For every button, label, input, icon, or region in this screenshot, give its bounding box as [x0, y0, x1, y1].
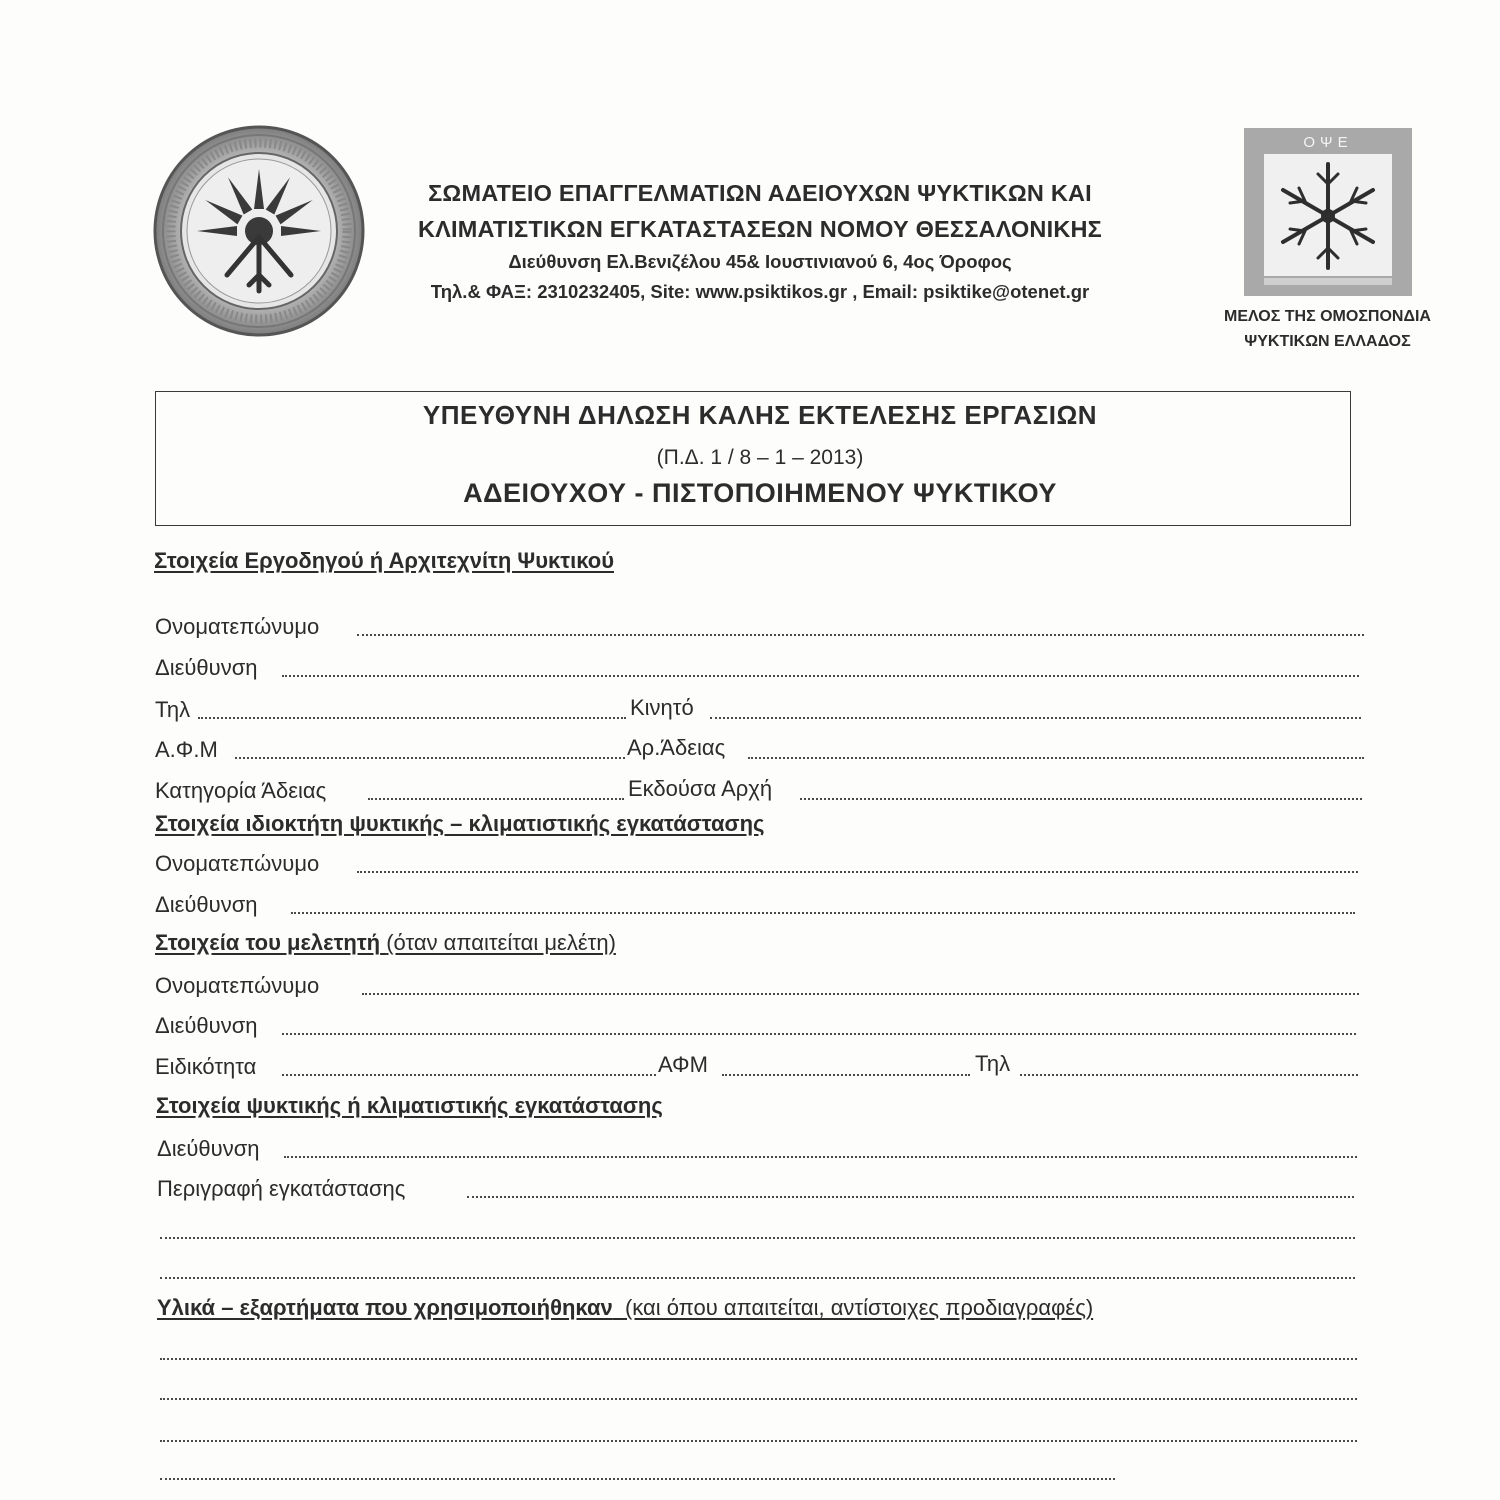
engineer-phone-label: Τηλ	[975, 1051, 1011, 1076]
contractor-address-label: Διεύθυνση	[155, 655, 258, 680]
contractor-mobile-field[interactable]	[710, 717, 1361, 719]
owner-address-label: Διεύθυνση	[155, 892, 258, 917]
engineer-phone-field[interactable]	[1020, 1074, 1358, 1076]
contractor-heading: Στοιχεία Εργοδηγού ή Αρχιτεχνίτη Ψυκτικού	[154, 548, 615, 573]
engineer-specialty-label: Ειδικότητα	[155, 1054, 257, 1079]
document-subtitle: ΑΔΕΙΟΥΧΟΥ - ΠΙΣΤΟΠΟΙΗΜΕΝΟΥ ΨΥΚΤΙΚΟΥ	[463, 478, 1057, 508]
member-line1: ΜΕΛΟΣ ΤΗΣ ΟΜΟΣΠΟΝΔΙΑ	[1224, 308, 1431, 325]
installation-description-field[interactable]	[467, 1196, 1354, 1198]
contractor-address-field[interactable]	[282, 675, 1359, 677]
engineer-heading-text: Στοιχεία του μελετητή	[155, 930, 381, 955]
installation-description-line-2[interactable]	[160, 1237, 1355, 1239]
contractor-phone-field[interactable]	[198, 717, 626, 719]
engineer-specialty-field[interactable]	[282, 1074, 656, 1076]
contractor-license-no-label: Αρ.Άδειας	[627, 735, 726, 760]
contractor-license-no-field[interactable]	[748, 757, 1364, 759]
contractor-license-category-label: Κατηγορία Άδειας	[155, 778, 327, 803]
snowflake-seal-icon	[153, 125, 365, 337]
materials-line-1[interactable]	[160, 1358, 1357, 1360]
contractor-afm-field[interactable]	[235, 757, 625, 759]
engineer-note-text: (όταν απαιτείται μελέτη)	[386, 930, 616, 955]
installation-description-label: Περιγραφή εγκατάστασης	[157, 1176, 406, 1201]
contractor-license-category-field[interactable]	[368, 798, 624, 800]
contractor-afm-label: Α.Φ.Μ	[155, 737, 218, 762]
owner-address-field[interactable]	[291, 912, 1355, 914]
materials-heading-note	[613, 1295, 1093, 1320]
engineer-name-label: Ονοματεπώνυμο	[155, 973, 320, 998]
org-name-line1: ΣΩΜΑΤΕΙΟ ΕΠΑΓΓΕΛΜΑΤΙΩΝ ΑΔΕΙΟΥΧΩΝ ΨΥΚΤΙΚΩΝ ΚΑΙ	[428, 180, 1092, 206]
installation-heading: Στοιχεία ψυκτικής ή κλιματιστικής εγκατάστασης	[156, 1093, 663, 1118]
engineer-address-field[interactable]	[282, 1033, 1356, 1035]
contractor-issuing-authority-field[interactable]	[800, 798, 1362, 800]
materials-heading	[157, 1295, 1093, 1321]
owner-name-label: Ονοματεπώνυμο	[155, 851, 320, 876]
installation-address-label: Διεύθυνση	[157, 1136, 260, 1161]
member-line2: ΨΥΚΤΙΚΩΝ ΕΛΛΑΔΟΣ	[1244, 333, 1411, 350]
engineer-afm-field[interactable]	[722, 1074, 970, 1076]
contractor-name-field[interactable]	[357, 634, 1364, 636]
engineer-afm-label: ΑΦΜ	[658, 1052, 708, 1077]
materials-line-2[interactable]	[160, 1398, 1357, 1400]
owner-name-field[interactable]	[357, 871, 1358, 873]
engineer-heading	[155, 930, 616, 956]
materials-line-4[interactable]	[160, 1478, 1115, 1480]
org-address: Διεύθυνση Ελ.Βενιζέλου 45& Ιουστινιανού 6, 4ος Όροφος	[508, 251, 1012, 272]
contractor-name-label: Ονοματεπώνυμο	[155, 614, 320, 639]
snowflake-logo-icon	[1244, 128, 1412, 296]
materials-note-text: (και όπου απαιτείται, αντίστοιχες προδιαγραφές)	[624, 1295, 1094, 1320]
contractor-mobile-label: Κινητό	[630, 695, 694, 720]
org-name-line2: ΚΛΙΜΑΤΙΣΤΙΚΩΝ ΕΓΚΑΤΑΣΤΑΣΕΩΝ ΝΟΜΟΥ ΘΕΣΣΑΛΟΝΙΚΗΣ	[418, 216, 1102, 242]
materials-line-3[interactable]	[160, 1440, 1357, 1442]
legal-reference: (Π.Δ. 1 / 8 – 1 – 2013)	[656, 446, 864, 469]
installation-address-field[interactable]	[284, 1156, 1357, 1158]
materials-heading-text: Υλικά – εξαρτήματα που χρησιμοποιήθηκαν	[157, 1295, 613, 1320]
contractor-phone-label: Τηλ	[155, 697, 191, 722]
engineer-name-field[interactable]	[362, 993, 1359, 995]
owner-heading: Στοιχεία ιδιοκτήτη ψυκτικής – κλιματιστικής εγκατάστασης	[155, 811, 765, 836]
engineer-heading-note	[380, 930, 616, 955]
logo-letters: ΟΨΕ	[1303, 134, 1353, 151]
contractor-issuing-authority-label: Εκδούσα Αρχή	[628, 776, 773, 801]
engineer-address-label: Διεύθυνση	[155, 1013, 258, 1038]
document-title: ΥΠΕΥΘΥΝΗ ΔΗΛΩΣΗ ΚΑΛΗΣ ΕΚΤΕΛΕΣΗΣ ΕΡΓΑΣΙΩΝ	[422, 400, 1098, 430]
installation-description-line-3[interactable]	[160, 1277, 1355, 1279]
org-contact: Τηλ.& ΦΑΞ: 2310232405, Site: www.psiktikos.gr , Email: psiktike@otenet.gr	[430, 281, 1090, 302]
